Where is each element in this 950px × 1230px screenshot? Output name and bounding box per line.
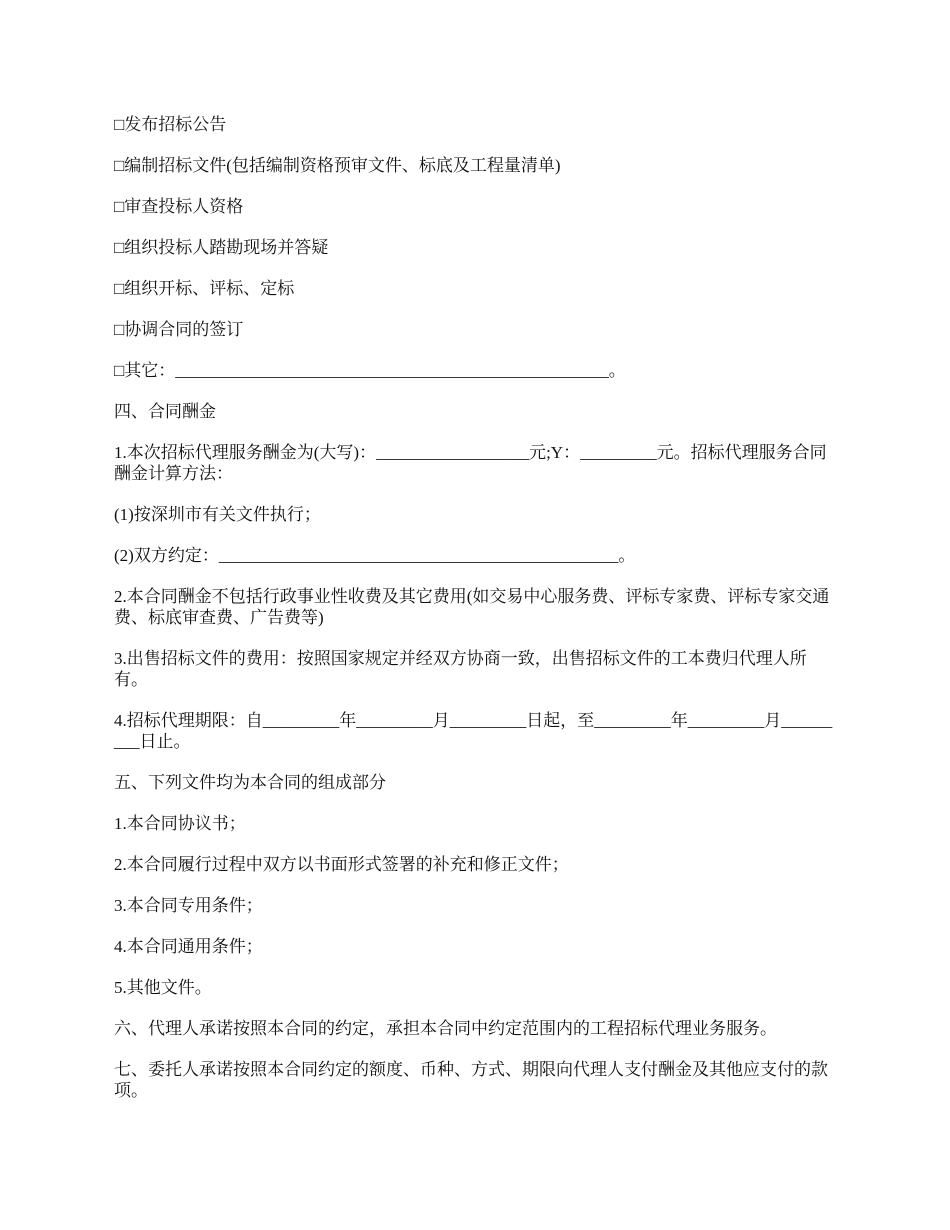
checkbox-item-bid-opening: □组织开标、评标、定标 [114, 279, 295, 298]
checkbox-item-site-survey: □组织投标人踏勘现场并答疑 [114, 238, 329, 257]
list-item-agreement: 1.本合同协议书； [114, 814, 246, 833]
list-item-special-conditions: 3.本合同专用条件； [114, 896, 263, 915]
clause-agency-period: 4.招标代理期限：自_________年_________月_________日起，至_________年_________月_________日止。 [114, 711, 833, 751]
checkbox-item-other: □其它：___________________________________________________。 [114, 361, 626, 380]
checkbox-item-prepare-documents: □编制招标文件(包括编制资格预审文件、标底及工程量清单) [114, 156, 561, 175]
clause-method-2: (2)双方约定：_______________________________________________。 [114, 546, 636, 565]
section-agent-commitment: 六、代理人承诺按照本合同的约定，承担本合同中约定范围内的工程招标代理业务服务。 [114, 1019, 777, 1038]
list-item-general-conditions: 4.本合同通用条件； [114, 937, 263, 956]
document-body [114, 114, 834, 1121]
checkbox-item-review-qualification: □审查投标人资格 [114, 197, 244, 216]
section-client-commitment: 七、委托人承诺按照本合同约定的额度、币种、方式、期限向代理人支付酬金及其他应支付的款项。 [114, 1060, 828, 1100]
clause-remuneration-amount: 1.本次招标代理服务酬金为(大写)：__________________元;Y：_________元。招标代理服务合同酬金计算方法： [114, 443, 827, 483]
section-heading-remuneration: 四、合同酬金 [114, 402, 216, 421]
clause-method-1: (1)按深圳市有关文件执行； [114, 505, 321, 524]
list-item-other-documents: 5.其他文件。 [114, 978, 212, 997]
section-heading-contract-documents: 五、下列文件均为本合同的组成部分 [114, 773, 386, 792]
checkbox-item-publish-notice: □发布招标公告 [114, 115, 227, 134]
clause-excluded-fees: 2.本合同酬金不包括行政事业性收费及其它费用(如交易中心服务费、评标专家费、评标专家交通费、标底审查费、广告费等) [114, 587, 830, 627]
clause-document-sale-fees: 3.出售招标文件的费用：按照国家规定并经双方协商一致，出售招标文件的工本费归代理人所有。 [114, 649, 807, 689]
checkbox-item-contract-signing: □协调合同的签订 [114, 320, 244, 339]
list-item-supplements: 2.本合同履行过程中双方以书面形式签署的补充和修正文件； [114, 855, 569, 874]
